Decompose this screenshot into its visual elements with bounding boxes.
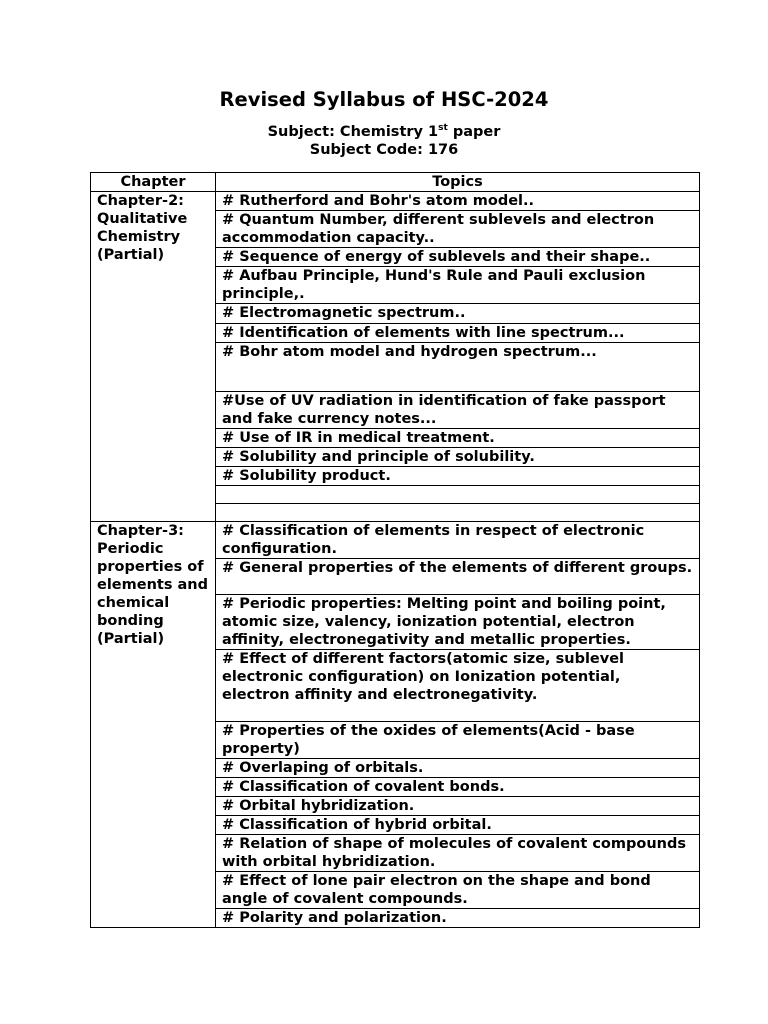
topic-cell: # Classification of elements in respect of electronic configuration. (216, 522, 700, 559)
subject-code: Subject Code: 176 (309, 142, 459, 158)
topic-cell: #Use of UV radiation in identification of fake passport and fake currency notes... (216, 392, 700, 429)
topic-cell: # Aufbau Principle, Hund's Rule and Pauli exclusion principle,. (216, 267, 700, 304)
topic-cell: # Effect of lone pair electron on the shape and bond angle of covalent compounds. (216, 872, 700, 909)
topic-cell: # Polarity and polarization. (216, 909, 700, 928)
chapter-column-header: Chapter (91, 173, 216, 192)
subject-superscript: st (438, 123, 448, 134)
topic-cell: # Solubility product. (216, 467, 700, 486)
topic-cell: # Use of IR in medical treatment. (216, 429, 700, 448)
topic-cell: # Rutherford and Bohr's atom model.. (216, 192, 700, 211)
topic-cell: # Effect of different factors(atomic size, sublevel electronic configuration) on Ionization potential, electron affinity and electronegativity. (216, 650, 700, 722)
table-row (91, 522, 700, 559)
topic-cell: # General properties of the elements of different groups. (216, 559, 700, 595)
topics-column-header: Topics (216, 173, 700, 192)
table-row (91, 192, 700, 211)
chapter-2-cell: Chapter-2: Qualitative Chemistry (Partial) (91, 192, 216, 522)
topic-cell: # Classification of covalent bonds. (216, 778, 700, 797)
empty-topic-cell (216, 486, 700, 504)
subject-text: Subject: Chemistry 1 (267, 124, 439, 140)
topic-cell: # Classification of hybrid orbital. (216, 816, 700, 835)
table-header-row (91, 173, 700, 192)
subject-line (0, 123, 768, 141)
subject-suffix: paper (447, 124, 501, 140)
syllabus-table (90, 172, 700, 928)
empty-topic-cell (216, 504, 700, 522)
topic-cell: # Identification of elements with line spectrum... (216, 324, 700, 343)
topic-cell: # Sequence of energy of sublevels and their shape.. (216, 248, 700, 267)
topic-cell: # Bohr atom model and hydrogen spectrum... (216, 343, 700, 392)
topic-cell: # Electromagnetic spectrum.. (216, 304, 700, 324)
topic-cell: # Relation of shape of molecules of covalent compounds with orbital hybridization. (216, 835, 700, 872)
topic-cell: # Overlaping of orbitals. (216, 759, 700, 778)
topic-cell: # Orbital hybridization. (216, 797, 700, 816)
topic-cell: # Periodic properties: Melting point and boiling point, atomic size, valency, ionization potential, electron affinity, electronegativity and metallic properties. (216, 595, 700, 650)
topic-cell: # Solubility and principle of solubility. (216, 448, 700, 467)
topic-cell: # Quantum Number, different sublevels and electron accommodation capacity.. (216, 211, 700, 248)
chapter-3-cell: Chapter-3: Periodic properties of elements and chemical bonding (Partial) (91, 522, 216, 928)
document-title: Revised Syllabus of HSC-2024 (219, 88, 549, 111)
topic-cell: # Properties of the oxides of elements(Acid - base property) (216, 722, 700, 759)
